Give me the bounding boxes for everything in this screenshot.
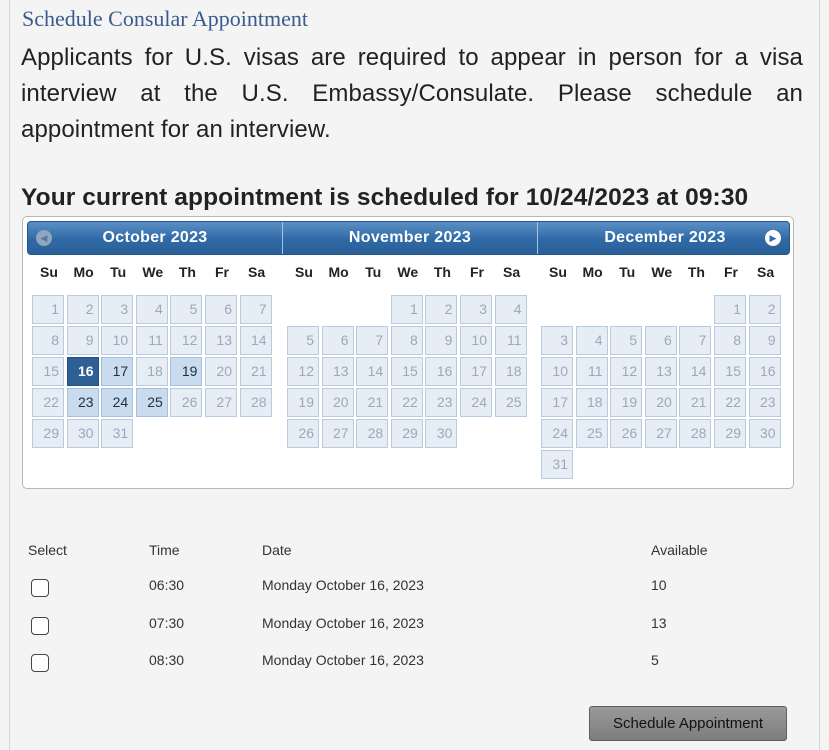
row-available: 5 (651, 652, 659, 668)
calendar-day: 25 (576, 419, 608, 448)
calendar-day: 17 (460, 357, 492, 386)
calendar-day[interactable]: 24 (101, 388, 133, 417)
calendar-day: 19 (287, 388, 319, 417)
calendar-day: 13 (205, 326, 237, 355)
calendar-day: 10 (101, 326, 133, 355)
weekday-header: Tu (365, 264, 382, 280)
calendar-day: 8 (391, 326, 423, 355)
calendar-day[interactable]: 23 (67, 388, 99, 417)
calendar-day: 20 (322, 388, 354, 417)
select-checkbox[interactable] (31, 654, 49, 672)
calendar-day: 17 (541, 388, 573, 417)
calendar-day: 12 (170, 326, 202, 355)
calendar-day: 26 (610, 419, 642, 448)
calendar-day: 6 (322, 326, 354, 355)
calendar-day: 24 (460, 388, 492, 417)
prev-month-icon[interactable]: ◀ (36, 230, 52, 246)
calendar-day: 27 (205, 388, 237, 417)
weekday-header: Th (433, 264, 451, 280)
calendar-day: 31 (541, 450, 573, 479)
calendar-day: 21 (356, 388, 388, 417)
calendar-day: 6 (205, 295, 237, 324)
calendar-day: 25 (495, 388, 527, 417)
calendar-day: 19 (610, 388, 642, 417)
calendar-day: 26 (170, 388, 202, 417)
calendar-day: 21 (240, 357, 272, 386)
calendar-day: 7 (679, 326, 711, 355)
calendar-day: 18 (495, 357, 527, 386)
col-header-select: Select (28, 542, 67, 558)
page-title: Schedule Consular Appointment (22, 6, 308, 31)
intro-text: Applicants for U.S. visas are required to appear in person for a visa interview at the U.S. Embassy/Consulate. Please schedule an appointment for an interview. (21, 44, 803, 143)
select-checkbox[interactable] (31, 617, 49, 635)
calendar-day: 30 (425, 419, 457, 448)
calendar-day: 27 (322, 419, 354, 448)
month-title-october: October 2023 (102, 229, 208, 246)
calendar-day: 29 (32, 419, 64, 448)
weekday-header: We (142, 264, 164, 280)
weekday-header: Th (178, 264, 196, 280)
calendar-day: 15 (391, 357, 423, 386)
calendar-day: 7 (240, 295, 272, 324)
calendar-day: 21 (679, 388, 711, 417)
calendar-day: 16 (425, 357, 457, 386)
calendar-day: 5 (287, 326, 319, 355)
calendar-day: 8 (714, 326, 746, 355)
col-header-available: Available (651, 542, 708, 558)
calendar-day: 11 (136, 326, 168, 355)
row-available: 10 (651, 577, 667, 593)
calendar-day: 26 (287, 419, 319, 448)
calendar-day: 5 (610, 326, 642, 355)
calendar-day: 1 (32, 295, 64, 324)
row-time: 06:30 (149, 577, 185, 593)
calendar-day: 14 (240, 326, 272, 355)
calendar-day: 15 (32, 357, 64, 386)
weekday-header: Tu (619, 264, 636, 280)
calendar-day[interactable]: 17 (101, 357, 133, 386)
weekday-header: Fr (215, 264, 229, 280)
calendar-day: 11 (576, 357, 608, 386)
calendar-day: 29 (714, 419, 746, 448)
calendar-day: 13 (322, 357, 354, 386)
month-title-december: December 2023 (604, 229, 726, 246)
calendar-day: 10 (541, 357, 573, 386)
calendar-day[interactable]: 25 (136, 388, 168, 417)
row-date: Monday October 16, 2023 (262, 615, 424, 631)
weekday-header: Su (40, 264, 58, 280)
weekday-header: Sa (757, 264, 775, 280)
weekday-header: Su (295, 264, 313, 280)
select-checkbox[interactable] (31, 579, 49, 597)
calendar-day: 12 (287, 357, 319, 386)
calendar-day: 15 (714, 357, 746, 386)
row-date: Monday October 16, 2023 (262, 577, 424, 593)
calendar-day: 2 (749, 295, 781, 324)
month-title-november: November 2023 (348, 229, 472, 246)
calendar-day: 4 (495, 295, 527, 324)
weekday-header: Mo (582, 264, 603, 280)
calendar-day: 23 (749, 388, 781, 417)
calendar-day: 3 (541, 326, 573, 355)
calendar-day: 1 (391, 295, 423, 324)
weekday-header: Th (687, 264, 705, 280)
calendar-day: 20 (645, 388, 677, 417)
col-header-date: Date (262, 542, 292, 558)
calendar-day[interactable]: 19 (170, 357, 202, 386)
row-time: 08:30 (149, 652, 185, 668)
calendar-day: 30 (67, 419, 99, 448)
row-time: 07:30 (149, 615, 185, 631)
next-month-icon[interactable]: ▶ (765, 230, 781, 246)
calendar-day: 14 (679, 357, 711, 386)
calendar-day: 18 (136, 357, 168, 386)
calendar-day: 4 (576, 326, 608, 355)
calendar-day: 11 (495, 326, 527, 355)
calendar-day: 28 (356, 419, 388, 448)
calendar-day: 7 (356, 326, 388, 355)
calendar-day: 5 (170, 295, 202, 324)
calendar-day: 22 (391, 388, 423, 417)
calendar-day: 3 (101, 295, 133, 324)
weekday-header: Sa (248, 264, 266, 280)
row-date: Monday October 16, 2023 (262, 652, 424, 668)
calendar-day: 9 (749, 326, 781, 355)
calendar-day: 22 (714, 388, 746, 417)
weekday-header: Mo (73, 264, 94, 280)
calendar-day: 8 (32, 326, 64, 355)
current-appointment: Your current appointment is scheduled for 10/24/2023 at 09:30 (21, 184, 749, 211)
calendar-day: 22 (32, 388, 64, 417)
weekday-header: Fr (724, 264, 738, 280)
calendar-day: 18 (576, 388, 608, 417)
schedule-appointment-button[interactable]: Schedule Appointment (589, 706, 787, 741)
weekday-header: Su (549, 264, 567, 280)
calendar-day: 28 (679, 419, 711, 448)
weekday-header: Tu (110, 264, 127, 280)
weekday-header: Mo (328, 264, 349, 280)
calendar-day: 14 (356, 357, 388, 386)
calendar-day: 3 (460, 295, 492, 324)
weekday-header: We (397, 264, 419, 280)
calendar-day: 2 (425, 295, 457, 324)
calendar-day: 9 (67, 326, 99, 355)
calendar-day: 31 (101, 419, 133, 448)
calendar-day: 27 (645, 419, 677, 448)
calendar-day: 10 (460, 326, 492, 355)
calendar-day: 9 (425, 326, 457, 355)
calendar-day: 29 (391, 419, 423, 448)
weekday-header: We (651, 264, 673, 280)
calendar-day: 2 (67, 295, 99, 324)
calendar-day: 12 (610, 357, 642, 386)
row-available: 13 (651, 615, 667, 631)
calendar-day: 16 (749, 357, 781, 386)
weekday-header: Sa (503, 264, 521, 280)
calendar-day: 6 (645, 326, 677, 355)
calendar-day: 4 (136, 295, 168, 324)
calendar-header (27, 221, 790, 255)
calendar-day: 24 (541, 419, 573, 448)
calendar-day: 23 (425, 388, 457, 417)
calendar-day: 13 (645, 357, 677, 386)
calendar-day[interactable]: 16 (67, 357, 99, 386)
col-header-time: Time (149, 542, 180, 558)
calendar-day: 30 (749, 419, 781, 448)
weekday-header: Fr (470, 264, 484, 280)
calendar-day: 20 (205, 357, 237, 386)
calendar-day: 1 (714, 295, 746, 324)
calendar-day: 28 (240, 388, 272, 417)
